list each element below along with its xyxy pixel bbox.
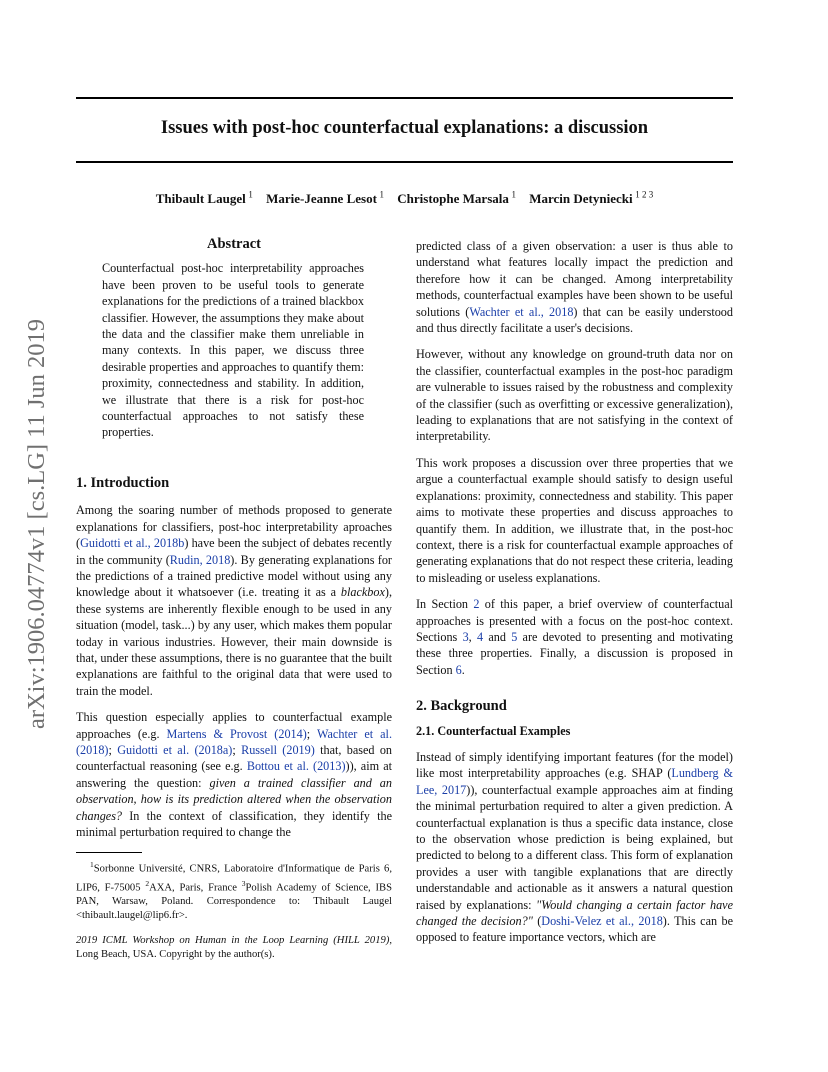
citation-link[interactable]: Lundberg & Lee, 2017 [416,766,733,797]
citation-link[interactable]: Guidotti et al., 2018b [80,536,185,551]
intro-heading: 1. Introduction [76,474,170,491]
citation-link[interactable]: Rudin, 2018 [169,552,231,567]
citation-link[interactable]: Russell (2019) [241,742,315,757]
affiliation-footnote: $^1$Sorbonne Université, CNRS, Laboratoire d'Informatique de Paris 6, LIP6, F-75005 $^2$AXA, Paris, France $^3$Polish Academy of Science, IBS PAN, Warsaw, Poland. Correspondence to: Thibault Laugel <thibault.laugel@lip6.fr>. [76,860,392,922]
author: Marie-Jeanne Lesot $^1$ [266,190,385,207]
section-link[interactable]: 3 [462,629,469,644]
author: Christophe Marsala $^1$ [397,190,516,207]
counterfactual-subheading: 2.1. Counterfactual Examples [416,723,571,738]
section-link[interactable]: 5 [511,629,518,644]
abstract-heading: Abstract [207,236,261,252]
citation-link[interactable]: Bottou et al. (2013) [246,759,346,774]
footnote-rule [76,852,142,853]
left-column [76,236,392,962]
right-paragraph-5: Instead of simply identifying important features (for the model) like most interpretability approaches (e.g. SHAP (Lundberg & Lee, 2017)), counterfactual example approaches aim at finding the minimal perturbation required to alter a given prediction. A counterfactual explanation is thus a specific data instance, close to the observation whose prediction is being explained, but predicted to belong to a different class. This form of explanation provides a user with tangible explanations that are directly understandable and actionable as it answers a natural question raised by explanations: "Would changing a certain factor have changed the decision?" (Doshi-Velez et al., 2018). This can be opposed to feature importance vectors, which are [416,749,734,945]
citation-link[interactable]: Doshi-Velez et al., 2018 [541,914,663,929]
right-paragraph-2: However, without any knowledge on ground-truth data nor on the classifier, counterfactual examples in the post-hoc paradigm are vulnerable to issues raised by the robustness and complexity of the classifier (such as overfitting or excessive generalization), leading to explanations that are not satisfying in the context of interpretability. [416,347,733,444]
abstract-text: Counterfactual post-hoc interpretability approaches have been proven to be useful tools to generate explanations for the predictions of a trained blackbox classifier. However, the assumptions they make about the data and the classifier make them unreliable in many contexts. In this paper, we discuss three desirable properties and approaches to quantify them: proximity, connectedness and stability. In addition, we illustrate that there is a risk for post-hoc counterfactual approaches to not satisfy these properties. [102,261,364,440]
paper-title: Issues with post-hoc counterfactual explanations: a discussion [160,118,649,138]
right-paragraph-1: predicted class of a given observation: a user is thus able to understand what features locally impact the prediction and therefore how it can be changed. Among interpretability methods, counterfactual examples have been shown to be useful solutions (Wachter et al., 2018) that can be easily understood and thus directly facilitate a user's decisions. [416,239,733,336]
citation-link[interactable]: Wachter et al., 2018 [469,304,574,319]
right-paragraph-3: This work proposes a discussion over three properties that we argue a counterfactual example should satisfy to design useful explanations: proximity, connectedness and stability. This paper aims to motivate these properties and discuss approaches to quantify them. In addition, we illustrate that, in the post-hoc context, there is a risk for counterfactual example approaches of generating explanations that do not respect these criteria, leading to misleading or useless explanations. [416,455,733,585]
top-rule [76,97,733,99]
author: Marcin Detyniecki $^{1 2 3}$ [529,190,654,207]
intro-paragraph-2: This question especially applies to counterfactual example approaches (e.g. Martens & Provost (2014); Wachter et al. (2018); Guidotti et al. (2018a); Russell (2019) that, based on counterfactual reasoning (see e.g. Bottou et al. (2013))), aim at answering the question: given a trained classifier and an observation, how is its prediction altered when the observation changes? In the context of classification, they identify the minimal perturbation required to change the [76,710,393,839]
author: Thibault Laugel $^1$ [155,190,253,207]
background-heading: 2. Background [416,698,507,715]
citation-link[interactable]: Guidotti et al. (2018a) [117,742,233,757]
citation-link[interactable]: Wachter et al. (2018) [76,726,392,757]
right-paragraph-4: In Section 2 of this paper, a brief overview of counterfactual approaches is presented with a focus on the post-hoc context. Sections 3, 4 and 5 are devoted to presenting and motivating these three properties. Finally, a discussion is proposed in Section 6. [416,597,733,677]
right-column [416,238,733,946]
intro-paragraph-1: Among the soaring number of methods proposed to generate explanations for classifiers, post-hoc interpretability aproaches (Guidotti et al., 2018b) have been the subject of debates recently in the community (Rudin, 2018). By generating explanations for the predictions of a trained predictive model without using any knowledge about it whatsoever (i.e. treating it as a blackbox), these systems are inherently flexible enough to be used in any situation (model, task...) by any user, which makes them popular today in various industries. However, their main downside is that, under these assumptions, there is no guarantee that the built explanations are faithful to the original data that were used to train the model. [76,503,392,698]
section-link[interactable]: 4 [476,629,484,644]
arxiv-watermark: arXiv:1906.04774v1 [cs.LG] 11 Jun 2019 [23,318,50,730]
section-link[interactable]: 6 [455,662,462,677]
workshop-note: 2019 ICML Workshop on Human in the Loop Learning (HILL 2019), Long Beach, USA. Copyright by the author(s). [76,935,392,961]
section-link[interactable]: 2 [473,597,480,612]
title-bottom-rule [76,161,733,163]
author-list [76,190,733,207]
citation-link[interactable]: Martens & Provost (2014) [166,726,307,741]
